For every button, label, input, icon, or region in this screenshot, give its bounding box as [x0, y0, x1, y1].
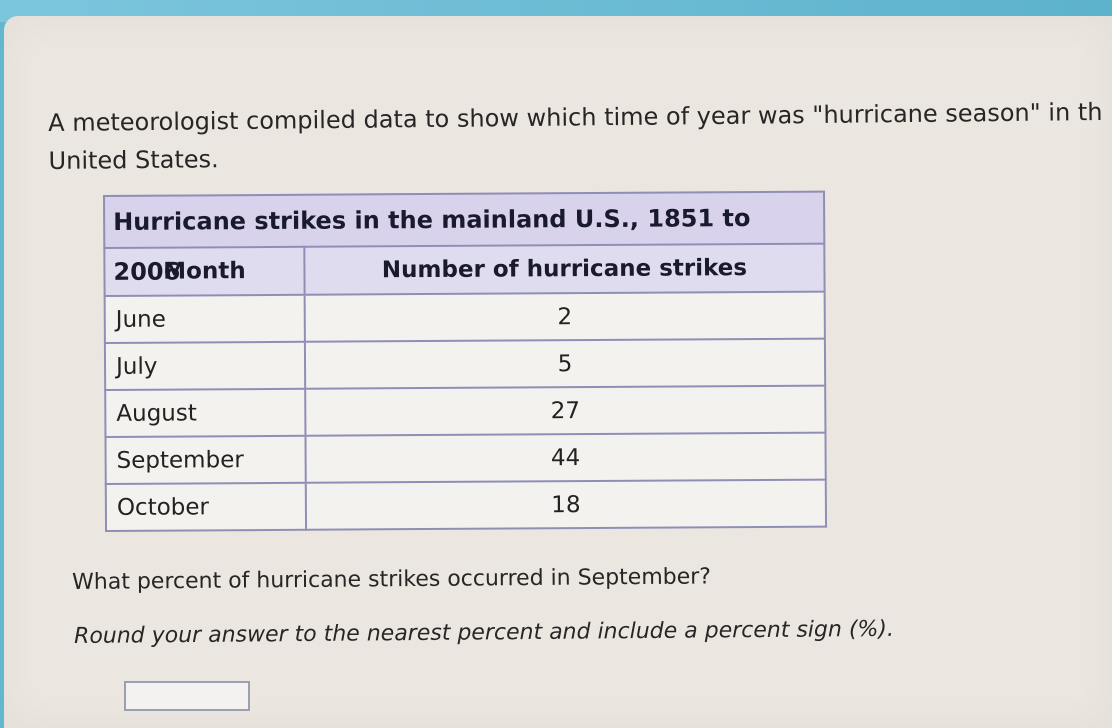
answer-input[interactable] — [124, 681, 250, 711]
rounding-instruction: Round your answer to the nearest percent and include a percent sign (%). — [74, 616, 895, 649]
month-cell: July — [105, 342, 305, 390]
question-line-1: A meteorologist compiled data to show which time of year was "hurricane season" in th — [48, 97, 1103, 137]
table-row — [106, 480, 826, 531]
table-row — [105, 433, 825, 484]
table-row — [105, 339, 825, 390]
month-cell: June — [105, 295, 305, 343]
table-row — [105, 386, 825, 437]
hurricane-strikes-table — [103, 191, 827, 532]
month-cell: August — [105, 389, 305, 437]
question-line-2: United States. — [48, 145, 219, 175]
question-text — [48, 93, 1109, 180]
table-caption: Hurricane strikes in the mainland U.S., 1851 to 2006 — [103, 191, 825, 247]
question-prompt: What percent of hurricane strikes occurred in September? — [72, 564, 712, 595]
strikes-cell: 18 — [306, 480, 826, 530]
table-row — [105, 292, 825, 343]
strikes-cell: 44 — [305, 433, 825, 483]
strikes-cell: 5 — [305, 339, 825, 389]
table-header-row — [104, 244, 824, 296]
column-header-strikes: Number of hurricane strikes — [304, 244, 824, 295]
month-cell: October — [106, 483, 306, 531]
hurricane-table-wrap — [103, 191, 827, 532]
strikes-cell: 27 — [305, 386, 825, 436]
column-header-month: Month — [104, 247, 304, 296]
month-cell: September — [105, 436, 305, 484]
strikes-cell: 2 — [305, 292, 825, 342]
